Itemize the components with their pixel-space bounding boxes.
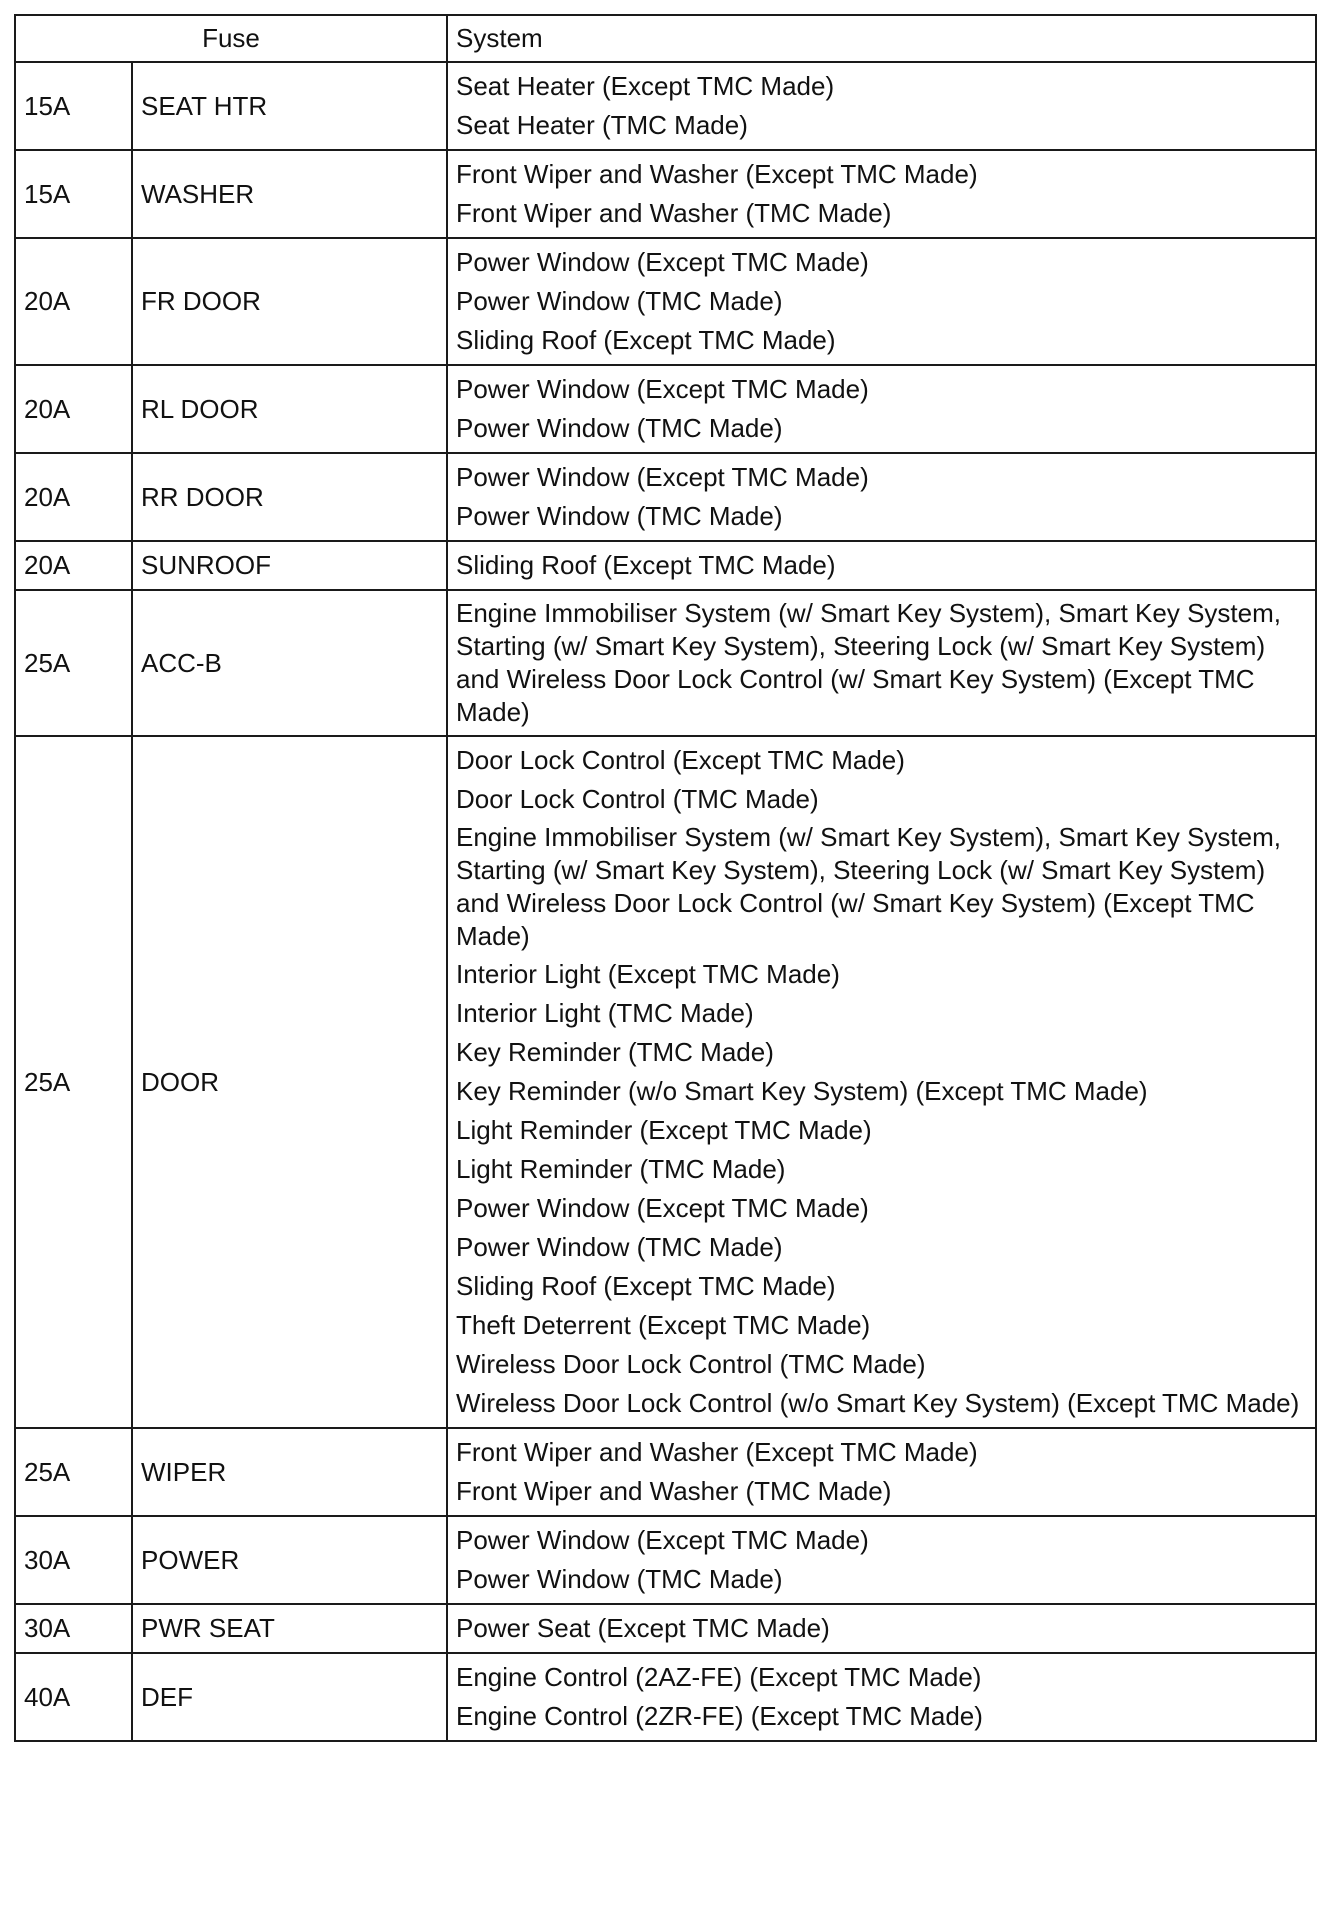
- system-item: Front Wiper and Washer (Except TMC Made): [456, 159, 978, 189]
- system-item: Engine Control (2ZR-FE) (Except TMC Made): [456, 1701, 983, 1731]
- fuse-amperage: 20A: [15, 238, 132, 365]
- system-item: Power Window (TMC Made): [456, 1564, 783, 1594]
- system-list: [447, 453, 1316, 541]
- fuse-name: DOOR: [132, 736, 447, 1428]
- system-item: Key Reminder (TMC Made): [456, 1037, 774, 1067]
- system-item: Theft Deterrent (Except TMC Made): [456, 1310, 871, 1340]
- fuse-amperage: 25A: [15, 736, 132, 1428]
- fuse-amperage: 30A: [15, 1604, 132, 1653]
- system-list: [447, 1653, 1316, 1741]
- system-list: [447, 590, 1316, 736]
- fuse-amperage: 20A: [15, 541, 132, 590]
- table-row: [15, 590, 1316, 736]
- system-list: [447, 1604, 1316, 1653]
- system-item: Power Window (TMC Made): [456, 1232, 783, 1262]
- table-row: [15, 541, 1316, 590]
- fuse-amperage: 40A: [15, 1653, 132, 1741]
- system-list: [447, 1516, 1316, 1604]
- system-item: Interior Light (Except TMC Made): [456, 959, 840, 989]
- system-list: [447, 238, 1316, 365]
- system-item: Light Reminder (TMC Made): [456, 1154, 786, 1184]
- system-list: [447, 1428, 1316, 1516]
- system-item: Seat Heater (TMC Made): [456, 110, 748, 140]
- fuse-table: [14, 14, 1317, 1742]
- fuse-name: PWR SEAT: [132, 1604, 447, 1653]
- system-item: Sliding Roof (Except TMC Made): [456, 1271, 836, 1301]
- system-item: Sliding Roof (Except TMC Made): [456, 325, 836, 355]
- fuse-amperage: 15A: [15, 62, 132, 150]
- system-item: Power Window (TMC Made): [456, 286, 783, 316]
- system-list: [447, 150, 1316, 238]
- system-item: Key Reminder (w/o Smart Key System) (Except TMC Made): [456, 1076, 1148, 1106]
- fuse-name: RR DOOR: [132, 453, 447, 541]
- system-item: Light Reminder (Except TMC Made): [456, 1115, 872, 1145]
- system-list: [447, 365, 1316, 453]
- system-item: Power Window (Except TMC Made): [456, 462, 869, 492]
- fuse-name: RL DOOR: [132, 365, 447, 453]
- system-item: Interior Light (TMC Made): [456, 998, 754, 1028]
- fuse-name: FR DOOR: [132, 238, 447, 365]
- table-row: [15, 453, 1316, 541]
- table-row: [15, 238, 1316, 365]
- system-item: Front Wiper and Washer (TMC Made): [456, 1476, 892, 1506]
- table-row: [15, 736, 1316, 1428]
- system-item: Power Window (Except TMC Made): [456, 247, 869, 277]
- header-row: [15, 15, 1316, 62]
- system-list: [447, 62, 1316, 150]
- system-item: Seat Heater (Except TMC Made): [456, 71, 835, 101]
- system-list: [447, 541, 1316, 590]
- fuse-name: WIPER: [132, 1428, 447, 1516]
- table-body: [15, 62, 1316, 1741]
- fuse-name: ACC-B: [132, 590, 447, 736]
- system-item: Power Window (Except TMC Made): [456, 1193, 869, 1223]
- system-item: Engine Control (2AZ-FE) (Except TMC Made): [456, 1662, 982, 1692]
- system-item: Front Wiper and Washer (TMC Made): [456, 198, 892, 228]
- table-row: [15, 365, 1316, 453]
- fuse-amperage: 20A: [15, 453, 132, 541]
- system-column-header: System: [447, 15, 1316, 62]
- fuse-name: WASHER: [132, 150, 447, 238]
- system-item: Door Lock Control (Except TMC Made): [456, 745, 905, 775]
- fuse-amperage: 30A: [15, 1516, 132, 1604]
- system-item: Wireless Door Lock Control (w/o Smart Key System) (Except TMC Made): [456, 1388, 1300, 1418]
- fuse-name: SUNROOF: [132, 541, 447, 590]
- fuse-amperage: 20A: [15, 365, 132, 453]
- table-row: [15, 62, 1316, 150]
- system-item: Power Window (Except TMC Made): [456, 374, 869, 404]
- fuse-name: SEAT HTR: [132, 62, 447, 150]
- system-item: Power Seat (Except TMC Made): [456, 1613, 830, 1643]
- fuse-name: DEF: [132, 1653, 447, 1741]
- system-item: Door Lock Control (TMC Made): [456, 784, 819, 814]
- system-item: Power Window (Except TMC Made): [456, 1525, 869, 1555]
- fuse-column-header: Fuse: [15, 15, 447, 62]
- fuse-name: POWER: [132, 1516, 447, 1604]
- table-row: [15, 1428, 1316, 1516]
- table-row: [15, 1516, 1316, 1604]
- system-item: Power Window (TMC Made): [456, 413, 783, 443]
- system-list: [447, 736, 1316, 1428]
- system-item: Wireless Door Lock Control (TMC Made): [456, 1349, 926, 1379]
- fuse-amperage: 25A: [15, 590, 132, 736]
- table-row: [15, 1653, 1316, 1741]
- system-item: Engine Immobiliser System (w/ Smart Key System), Smart Key System, Starting (w/ Smart Key System), Steering Lock (w/ Smart Key System) and Wireless Door Lock Control (w/ Smart Key System) (Except TMC Made): [456, 822, 1281, 951]
- table-row: [15, 150, 1316, 238]
- system-item: Power Window (TMC Made): [456, 501, 783, 531]
- table-row: [15, 1604, 1316, 1653]
- table-header: [15, 15, 1316, 62]
- fuse-amperage: 15A: [15, 150, 132, 238]
- system-item: Engine Immobiliser System (w/ Smart Key System), Smart Key System, Starting (w/ Smart Key System), Steering Lock (w/ Smart Key System) and Wireless Door Lock Control (w/ Smart Key System) (Except TMC Made): [456, 598, 1281, 727]
- fuse-amperage: 25A: [15, 1428, 132, 1516]
- system-item: Sliding Roof (Except TMC Made): [456, 550, 836, 580]
- system-item: Front Wiper and Washer (Except TMC Made): [456, 1437, 978, 1467]
